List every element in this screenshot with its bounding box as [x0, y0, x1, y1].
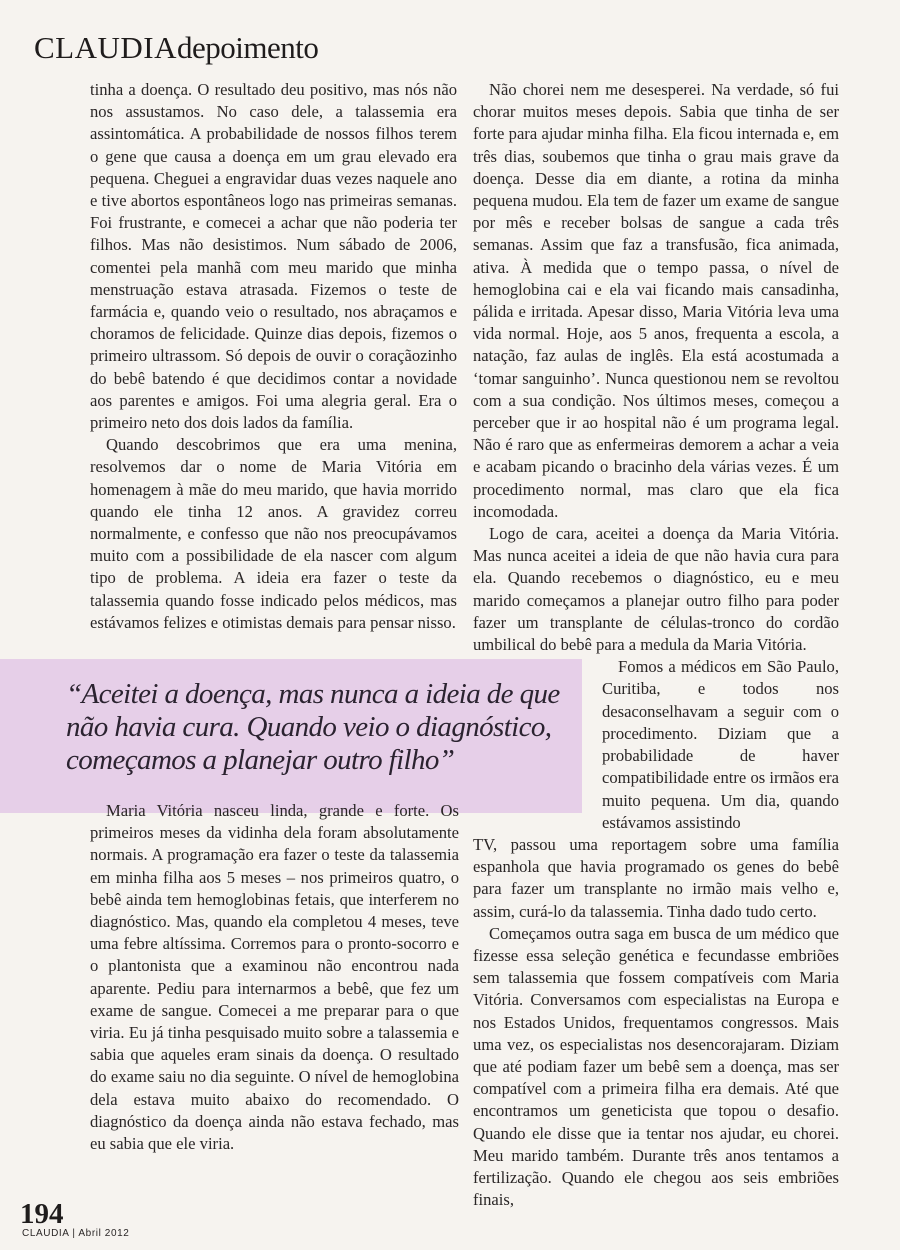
- page-number: 194: [20, 1198, 64, 1230]
- paragraph: Maria Vitória nasceu linda, grande e forte. Os primeiros meses da vidinha dela foram absolutamente normais. A programação era fazer o teste da talassemia em minha filha aos 5 meses – nos primeiros quatro, o bebê ainda tem hemoglobinas fetais, que interferem no diagnóstico. Mas, quando ela completou 4 meses, teve uma febre altíssima. Corremos para o pronto-socorro e o plantonista que a examinou não encontrou nada aparente. Pediu para internarmos a bebê, que fez um exame de sangue. Comecei a me preparar para o que viria. Eu já tinha pesquisado muito sobre a talassemia e sabia que aqueles eram sinais da doença. O resultado do exame saiu no dia seguinte. O nível de hemoglobina dela estava muito abaixo do recomendado. O diagnóstico da doença ainda não estava fechado, mas eu sabia que ele viria.: [90, 801, 459, 1154]
- paragraph: Quando descobrimos que era uma menina, resolvemos dar o nome de Maria Vitória em homenagem à mãe do meu marido, que havia morrido quando ele tinha 12 anos. A gravidez correu normalmente, e confesso que não nos preocupávamos muito com a possibilidade de ela nascer com algum tipo de problema. A ideia era fazer o teste da talassemia quando fosse indicado pelos médicos, mas estávamos felizes e otimistas demais para pensar nisso.: [90, 435, 457, 632]
- publication-footer: CLAUDIA | Abril 2012: [22, 1228, 130, 1239]
- section-title: depoimento: [177, 30, 319, 65]
- paragraph: Começamos outra saga em busca de um médico que fizesse essa seleção genética e fecundasse embriões sem talassemia que fossem compatíveis com Maria Vitória. Conversamos com especialistas na Europa e nos Estados Unidos, frequentamos congressos. Mais uma vez, os especialistas nos desencorajaram. Diziam que até podiam fazer um bebê sem a doença, mas ser compatível com a primeira filha era demais. Até que encontramos um geneticista que topou o desafio. Quando ele disse que ia tentar nos ajudar, eu chorei. Meu marido também. Durante três anos tentamos a fertilização. Quando ele chegou aos seis embriões finais,: [473, 923, 839, 1210]
- paragraph-continued: TV, passou uma reportagem sobre uma família espanhola que havia programado os genes do bebê para fazer um transplante no irmão mais velho e, assim, curá-lo da talassemia. Tinha dado tudo certo.: [473, 834, 839, 921]
- left-column-bottom: [90, 800, 459, 1155]
- magazine-brand: CLAUDIA: [34, 30, 177, 65]
- paragraph: tinha a doença. O resultado deu positivo, mas nós não nos assustamos. No caso dele, a talassemia era assintomática. A probabilidade de nossos filhos terem o gene que causa a doença em um grau elevado era pequena. Cheguei a engravidar duas vezes naquele ano e tive abortos espontâneos logo nas primeiras semanas. Foi frustrante, e comecei a achar que não poderia ter filhos. Mas não desistimos. Num sábado de 2006, comentei pela manhã com meu marido que minha menstruação estava atrasada. Fizemos o teste de farmácia e, quando veio o resultado, nos abraçamos e choramos de felicidade. Quinze dias depois, fizemos o primeiro ultrassom. Só depois de ouvir o coraçãozinho do bebê batendo é que decidimos contar a novidade aos parentes e amigos. Foi uma alegria geral. Era o primeiro neto dos dois lados da família.: [90, 80, 457, 433]
- pull-quote: “Aceitei a doença, mas nunca a ideia de que não havia cura. Quando veio o diagnóstico, começamos a planejar outro filho”: [66, 678, 560, 776]
- paragraph-narrow: Fomos a médicos em São Paulo, Curitiba, e todos nos desaconselhavam a seguir com o procedimento. Diziam que a probabilidade de haver compatibilidade entre os irmãos era muito pequena. Um dia, quando estávamos assistindo: [602, 657, 839, 832]
- left-column-top: [90, 79, 457, 634]
- paragraph: Não chorei nem me desesperei. Na verdade, só fui chorar muitos meses depois. Sabia que tinha de ser forte para ajudar minha filha. Ela ficou internada e, em três dias, soubemos que tinha o grau mais grave da doença. Desse dia em diante, a rotina da minha pequena mudou. Ela tem de fazer um exame de sangue por mês e receber bolsas de sangue a cada três semanas. Assim que faz a transfusão, fica animada, ativa. À medida que o tempo passa, o nível de hemoglobina cai e ela vai ficando mais cansadinha, pálida e irritada. Apesar disso, Maria Vitória leva uma vida normal. Hoje, aos 5 anos, frequenta a escola, a natação, faz aulas de inglês. Ela está acostumada a ‘tomar sanguinho’. Nunca questionou nem se revoltou com a sua condição. Nos últimos meses, começou a perceber que ir ao hospital não é um programa legal. Não é raro que as enfermeiras demorem a achar a veia e acabam picando o bracinho dela várias vezes. É um procedimento normal, mas claro que ela fica incomodada.: [473, 80, 839, 521]
- magazine-header: [34, 30, 318, 66]
- right-column: [473, 79, 839, 1211]
- paragraph: Logo de cara, aceitei a doença da Maria Vitória. Mas nunca aceitei a ideia de que não havia cura para ela. Quando recebemos o diagnóstico, eu e meu marido começamos a planejar outro filho para poder fazer um transplante de células-tronco do cordão umbilical do bebê para a medula da Maria Vitória.: [473, 524, 839, 655]
